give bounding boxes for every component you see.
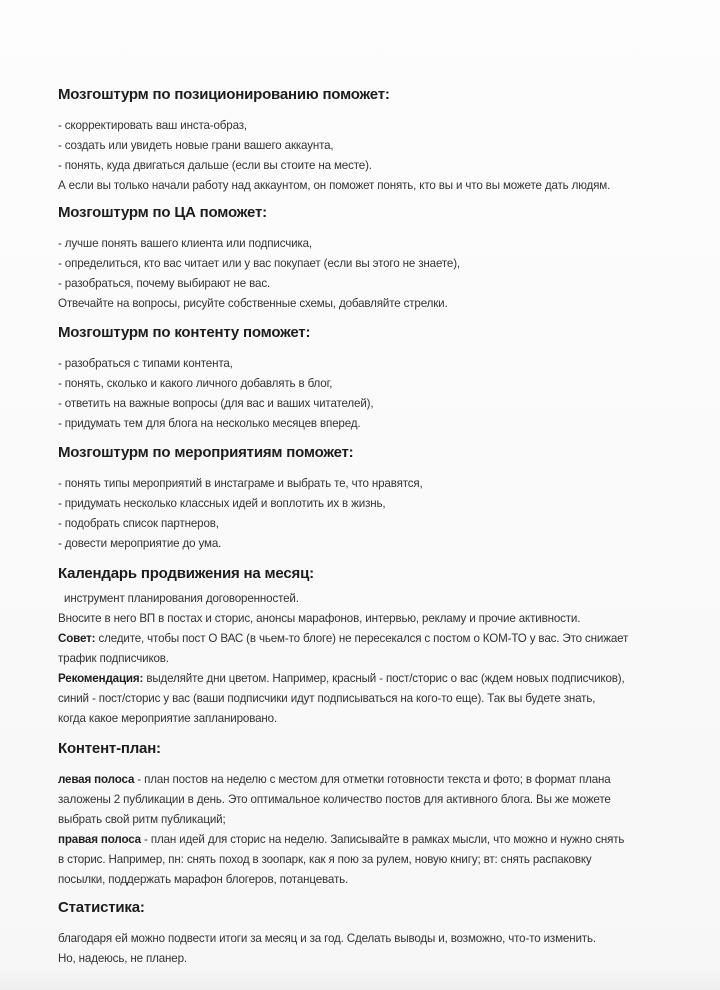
- left-strip-label: левая полоса: [58, 773, 135, 786]
- advice-text: следите, чтобы пост О ВАС (в чьем-то блоге) не пересекался с постом о КОМ-ТО у вас. Это снижает: [95, 632, 629, 645]
- section-title: Контент-план:: [58, 740, 161, 757]
- paragraph-line: посылки, поддержать марафон блогеров, потанцевать.: [58, 873, 349, 886]
- document-content: [58, 86, 688, 969]
- list-item: - определиться, кто вас читает или у вас покупает (если вы этого не знаете),: [58, 257, 460, 270]
- paragraph-line: синий - пост/сторис у вас (ваши подписчики идут подписываться на кого-то еще). Так вы будете знать,: [58, 692, 596, 705]
- advice-label: Совет:: [58, 632, 96, 645]
- section-title: Мозгоштурм по позиционированию поможет:: [58, 86, 390, 103]
- paragraph-line: в сторис. Например, пн: снять поход в зоопарк, как я пою за рулем, новую книгу; вт: снять распаковку: [58, 853, 592, 866]
- list-item: - ответить на важные вопросы (для вас и ваших читателей),: [58, 397, 374, 410]
- advice-line: [58, 629, 688, 649]
- list-item: - понять, сколько и какого личного добавлять в блог,: [58, 377, 333, 390]
- section-content-plan: [58, 740, 688, 890]
- section-audience: [58, 204, 688, 314]
- bottom-shadow: [0, 968, 720, 990]
- list-item: - довести мероприятие до ума.: [58, 537, 222, 550]
- list-item: - понять, куда двигаться дальше (если вы стоите на месте).: [58, 159, 372, 172]
- section-statistics: [58, 899, 688, 969]
- paragraph-line: благодаря ей можно подвести итоги за месяц и за год. Сделать выводы и, возможно, что-то изменить.: [58, 932, 596, 945]
- paragraph-line: выбрать свой ритм публикаций;: [58, 813, 226, 826]
- section-title: Мозгоштурм по мероприятиям поможет:: [58, 444, 354, 461]
- paragraph-line: инструмент планирования договоренностей.: [64, 592, 299, 605]
- right-strip-text: - план идей для сторис на неделю. Записывайте в рамках мысли, что можно и нужно снять: [140, 833, 625, 846]
- section-events: [58, 444, 688, 554]
- paragraph-line: Но, надеюсь, не планер.: [58, 952, 187, 965]
- list-item: - создать или увидеть новые грани вашего аккаунта,: [58, 139, 334, 152]
- paragraph-line: Вносите в него ВП в постах и сторис, анонсы марафонов, интервью, рекламу и прочие активности.: [58, 612, 581, 625]
- right-strip-line: [58, 830, 688, 850]
- list-item: - разобраться с типами контента,: [58, 357, 233, 370]
- paragraph-line: заложены 2 публикации в день. Это оптимальное количество постов для активного блога. Вы же можете: [58, 793, 611, 806]
- list-item: - придумать несколько классных идей и воплотить их в жизнь,: [58, 497, 386, 510]
- section-title: Календарь продвижения на месяц:: [58, 565, 314, 582]
- right-strip-label: правая полоса: [58, 833, 141, 846]
- list-item: - подобрать список партнеров,: [58, 517, 219, 530]
- section-title: Мозгоштурм по ЦА поможет:: [58, 204, 267, 221]
- recommendation-line: [58, 669, 688, 689]
- paragraph-line: когда какое мероприятие запланировано.: [58, 712, 278, 725]
- list-item: - скорректировать ваш инста-образ,: [58, 119, 248, 132]
- list-item: - придумать тем для блога на несколько месяцев вперед.: [58, 417, 361, 430]
- recommendation-label: Рекомендация:: [58, 672, 144, 685]
- left-strip-text: - план постов на неделю с местом для отметки готовности текста и фото; в формат плана: [134, 773, 611, 786]
- left-strip-line: [58, 770, 688, 790]
- list-item: - понять типы мероприятий в инстаграме и выбрать те, что нравятся,: [58, 477, 423, 490]
- section-calendar: [58, 565, 688, 729]
- list-item: - разобраться, почему выбирают не вас.: [58, 277, 271, 290]
- section-title: Мозгоштурм по контенту поможет:: [58, 324, 311, 341]
- recommendation-text: выделяйте дни цветом. Например, красный - пост/сторис о вас (ждем новых подписчиков),: [143, 672, 625, 685]
- section-positioning: [58, 86, 688, 196]
- paragraph-line: Отвечайте на вопросы, рисуйте собственные схемы, добавляйте стрелки.: [58, 297, 448, 310]
- section-content: [58, 324, 688, 434]
- paragraph-line: А если вы только начали работу над аккаунтом, он поможет понять, кто вы и что вы можете дать людям.: [58, 179, 611, 192]
- paragraph-line: трафик подписчиков.: [58, 652, 169, 665]
- section-title: Статистика:: [58, 899, 145, 916]
- list-item: - лучше понять вашего клиента или подписчика,: [58, 237, 313, 250]
